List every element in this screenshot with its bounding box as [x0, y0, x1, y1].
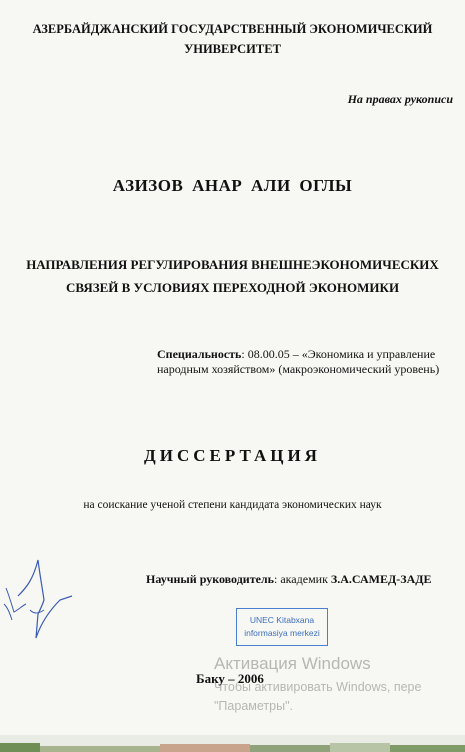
advisor-label: Научный руководитель	[146, 572, 274, 586]
scientific-advisor	[146, 572, 432, 587]
stamp-line2: informasiya merkezi	[244, 628, 320, 638]
specialty-value-line1: : 08.00.05 – «Экономика и управление	[241, 347, 436, 361]
signature	[0, 548, 75, 648]
advisor-name: З.А.САМЕД-ЗАДЕ	[330, 572, 432, 586]
library-stamp	[236, 608, 328, 646]
specialty-block	[157, 347, 457, 377]
advisor-rank: : академик	[274, 572, 331, 586]
thesis-title-line1: НАПРАВЛЕНИЯ РЕГУЛИРОВАНИЯ ВНЕШНЕЭКОНОМИЧЕСКИХ	[26, 257, 439, 272]
stamp-line1: UNEC Kitabxana	[249, 615, 315, 625]
thesis-title-line2: СВЯЗЕЙ В УСЛОВИЯХ ПЕРЕХОДНОЙ ЭКОНОМИКИ	[65, 280, 400, 295]
rights-notice: На правах рукописи	[347, 92, 453, 106]
degree-line: на соискание ученой степени кандидата экономических наук	[83, 499, 382, 511]
windows-activation-line1: Чтобы активировать Windows, пере	[214, 680, 422, 694]
university-name-line1: АЗЕРБАЙДЖАНСКИЙ ГОСУДАРСТВЕННЫЙ ЭКОНОМИЧЕСКИЙ	[32, 22, 433, 36]
specialty-label: Специальность	[157, 347, 242, 361]
city-year: Баку – 2006	[196, 671, 264, 686]
author-name: АЗИЗОВ АНАР АЛИ ОГЛЫ	[112, 176, 353, 195]
page-bottom-edge	[0, 735, 465, 752]
windows-activation-line2: "Параметры".	[214, 699, 293, 713]
document-type: ДИССЕРТАЦИЯ	[144, 446, 321, 465]
university-name-line2: УНИВЕРСИТЕТ	[184, 42, 281, 56]
specialty-value-line2: народным хозяйством» (макроэкономический уровень)	[157, 362, 440, 376]
windows-activation-title: Активация Windows	[214, 654, 371, 673]
